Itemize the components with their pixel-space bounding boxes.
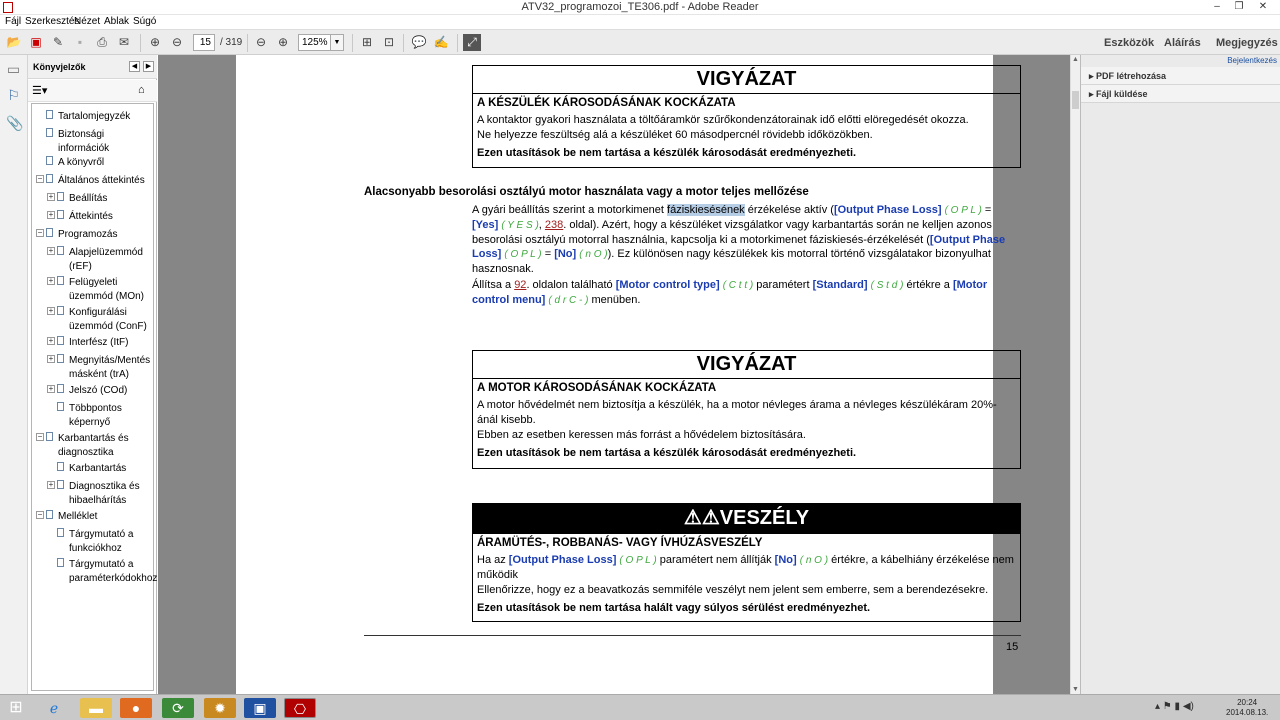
bookmark-label: Diagnosztika és hibaelhárítás <box>69 481 140 506</box>
navigation-strip <box>0 55 28 694</box>
bookmark-label: Megnyitás/Mentés másként (trA) <box>69 355 151 380</box>
bookmark-item[interactable] <box>48 210 152 224</box>
bookmark-label: Többpontos képernyő <box>69 403 122 428</box>
bookmark-icon <box>46 510 53 519</box>
caution-box-motor <box>472 350 1021 469</box>
bookmark-item[interactable] <box>69 528 152 555</box>
footer-rule <box>364 635 1021 636</box>
toolbar <box>0 29 1280 55</box>
bookmark-label: Alapjelüzemmód (rEF) <box>69 247 143 272</box>
bookmark-tree <box>31 103 158 691</box>
page-number: 15 <box>1006 641 1019 653</box>
page-total: / 319 <box>220 37 243 48</box>
caution-box-device <box>472 65 1021 168</box>
bookmark-label: Tárgymutató a paraméterkódokhoz <box>69 559 158 584</box>
expand-toggle-icon[interactable]: + <box>48 276 54 285</box>
bookmark-label: Jelszó (COd) <box>69 385 128 396</box>
menu-window[interactable]: Ablak <box>104 16 130 27</box>
danger-header <box>473 504 1020 534</box>
bookmark-label: Általános áttekintés <box>58 175 145 186</box>
create-pdf-section[interactable]: ▸ PDF létrehozása <box>1081 67 1280 85</box>
title-bar <box>0 0 1280 15</box>
close-icon[interactable]: ✕ <box>1258 1 1268 12</box>
bookmark-icon <box>57 354 64 363</box>
bookmark-label: Interfész (ItF) <box>69 337 129 348</box>
zoom-in-icon[interactable]: ⊕ <box>277 35 289 49</box>
zoom-input[interactable]: 125% <box>298 34 331 51</box>
bookmark-label: Felügyeleti üzemmód (MOn) <box>69 277 145 302</box>
expand-panel-icon[interactable]: ▶ <box>143 61 154 72</box>
menu-edit[interactable]: Szerkesztés <box>25 16 80 27</box>
caution-title: VIGYÁZAT <box>473 66 1020 94</box>
tab-tools[interactable]: Eszközök <box>1104 37 1155 49</box>
text-selection[interactable]: fáziskiesésének <box>667 204 745 216</box>
fullscreen-icon[interactable]: ⤢ <box>463 34 481 51</box>
bookmark-icon <box>57 306 64 315</box>
scrollbar-thumb[interactable] <box>1072 91 1079 109</box>
internet-explorer-icon[interactable]: ℯ <box>49 700 59 716</box>
bookmark-icon <box>57 384 64 393</box>
expand-toggle-icon[interactable]: + <box>48 192 54 201</box>
bookmarks-icon[interactable]: ⚐ <box>7 87 20 103</box>
bookmarks-title: Könyvjelzők <box>33 62 86 72</box>
bookmark-icon <box>57 276 64 285</box>
bookmark-label: Tárgymutató a funkciókhoz <box>69 529 134 554</box>
next-page-icon[interactable]: ⊖ <box>171 35 183 49</box>
bookmark-icon <box>57 558 64 567</box>
highlight-icon[interactable]: ✍ <box>433 35 449 49</box>
danger-line: Ha az [Output Phase Loss] ( O P L ) paramétert nem állítják [No] ( n O ) értékre, a kábelhiány érzékelése nem működik <box>477 554 1014 581</box>
expand-toggle-icon[interactable]: − <box>37 174 43 183</box>
bookmark-item[interactable] <box>69 402 152 429</box>
warning-icon: ⚠⚠ <box>683 507 720 529</box>
bookmark-item[interactable] <box>37 510 152 524</box>
tab-comment[interactable]: Megjegyzés <box>1216 37 1278 49</box>
bookmark-icon <box>57 528 64 537</box>
bookmark-item[interactable] <box>69 558 158 585</box>
danger-footer: Ezen utasítások be nem tartása halált vagy súlyos sérülést eredményezhet. <box>477 602 871 614</box>
edit-icon[interactable]: ✎ <box>52 35 64 49</box>
send-file-section[interactable]: ▸ Fájl küldése <box>1081 85 1280 103</box>
zoom-dropdown-icon[interactable]: ▼ <box>331 34 344 51</box>
save-app-icon[interactable]: ▣ <box>244 698 276 718</box>
bookmark-label: Programozás <box>58 229 118 240</box>
expand-toggle-icon[interactable]: + <box>48 210 54 219</box>
bookmark-item[interactable] <box>37 174 152 188</box>
document-viewport[interactable] <box>158 55 1070 694</box>
print-icon[interactable]: ⎙ <box>97 35 107 49</box>
bookmark-item[interactable] <box>48 354 152 381</box>
collapse-panel-icon[interactable]: ◀ <box>129 61 140 72</box>
bookmark-item[interactable] <box>48 276 152 303</box>
bookmark-item[interactable] <box>58 110 152 124</box>
comment-icon[interactable]: 💬 <box>411 35 427 49</box>
options-icon[interactable]: ☰▾ <box>32 85 48 97</box>
bookmark-icon <box>46 432 53 441</box>
caution-footer: Ezen utasítások be nem tartása a készülék károsodását eredményezheti. <box>477 447 857 459</box>
bookmark-item[interactable] <box>48 384 152 398</box>
app-orange-icon[interactable]: ✹ <box>204 698 236 718</box>
expand-toggle-icon[interactable]: + <box>48 384 54 393</box>
bookmark-label: Melléklet <box>58 511 98 522</box>
app-green-icon[interactable]: ⟳ <box>162 698 194 718</box>
create-pdf-icon[interactable]: ▣ <box>30 35 42 49</box>
bookmarks-header <box>28 55 157 79</box>
clock[interactable]: 20:24 2014.08.13. <box>1226 698 1269 717</box>
bookmark-icon <box>57 480 64 489</box>
email-icon[interactable]: ✉ <box>118 35 130 49</box>
tools-panel <box>1080 55 1280 694</box>
expand-toggle-icon[interactable]: + <box>48 246 54 255</box>
menu-bar <box>0 15 1280 29</box>
bookmark-icon <box>57 462 64 471</box>
fit-page-icon[interactable]: ⊞ <box>361 35 373 49</box>
expand-toggle-icon[interactable]: − <box>37 432 43 441</box>
danger-subtitle: ÁRAMÜTÉS-, ROBBANÁS- VAGY ÍVHÚZÁSVESZÉLY <box>477 537 763 549</box>
caution-line: A motor hővédelmét nem biztosítja a készülék, ha a motor névleges árama a névleges készülékáram 20%-ánál kisebb. <box>477 399 997 426</box>
bookmark-item[interactable] <box>48 336 152 350</box>
bookmark-item[interactable] <box>48 192 152 206</box>
windows-start-icon[interactable]: ⊞ <box>9 699 23 716</box>
minimize-icon[interactable]: ‒ <box>1214 1 1220 12</box>
bookmark-icon <box>57 210 64 219</box>
bookmarks-toolbar <box>28 80 157 102</box>
bookmark-label: Konfigurálási üzemmód (ConF) <box>69 307 147 332</box>
expand-toggle-icon[interactable]: − <box>37 510 43 519</box>
expand-toggle-icon[interactable]: − <box>37 228 43 237</box>
bookmark-item[interactable] <box>58 128 152 155</box>
fit-width-icon[interactable]: ⊡ <box>383 35 395 49</box>
caution-subtitle: A MOTOR KÁROSODÁSÁNAK KOCKÁZATA <box>477 382 717 394</box>
prev-page-icon[interactable]: ⊕ <box>149 35 161 49</box>
section-heading: Alacsonyabb besorolási osztályú motor használata vagy a motor teljes mellőzése <box>364 186 809 198</box>
caution-line: A kontaktor gyakori használata a töltőáramkör szűrőkondenzátorainak idő előtti elöregedését okozza. <box>477 114 969 126</box>
pdf-page <box>236 55 1019 694</box>
bookmark-label: Tartalomjegyzék <box>58 111 131 122</box>
page-number-input[interactable]: 15 <box>193 34 215 51</box>
bookmark-icon <box>57 192 64 201</box>
caution-title: VIGYÁZAT <box>473 351 1020 379</box>
menu-help[interactable]: Súgó <box>133 16 157 27</box>
page-link[interactable]: 238 <box>544 219 564 231</box>
bookmark-label: Biztonsági információk <box>58 129 110 154</box>
expand-toggle-icon[interactable]: + <box>48 480 54 489</box>
caution-line: Ebben az esetben keressen más forrást a hővédelem biztosítására. <box>477 429 806 441</box>
bookmark-icon <box>46 110 53 119</box>
bookmark-item[interactable] <box>37 228 152 242</box>
adobe-reader-taskbar-icon[interactable]: ⎔ <box>284 698 316 718</box>
tab-sign[interactable]: Aláírás <box>1164 37 1201 49</box>
menu-file[interactable]: Fájl <box>5 16 22 27</box>
caution-subtitle: A KÉSZÜLÉK KÁROSODÁSÁNAK KOCKÁZATA <box>477 97 736 109</box>
caution-footer: Ezen utasítások be nem tartása a készülék károsodását eredményezheti. <box>477 147 857 159</box>
restore-icon[interactable]: ❐ <box>1234 1 1244 12</box>
paragraph-phase-loss: A gyári beállítás szerint a motorkimenet fáziskiesésének érzékelése aktív ([Output Phase Loss] ( O P L ) = [Yes] ( Y E S ), 238. oldal). Azért, hogy a készüléket vizsgálatkor vagy karbantartás során ne kelljen azonos besorolási osztályú motorral használnia, kapcsolja ki a motorkimenet fáziskiesés-érzékelését ([Output Phase Loss] ( O P L ) = [No] ( n O )). Ez különösen nagy készülékek kis motorral történő vizsgálatakor bizonyulhat hasznosnak. <box>472 204 1006 275</box>
firefox-icon[interactable]: ● <box>120 698 152 718</box>
bookmark-item[interactable] <box>58 156 152 170</box>
bookmark-icon <box>57 246 64 255</box>
bookmark-icon <box>46 174 53 183</box>
taskbar <box>0 694 1280 720</box>
bookmark-label: Karbantartás és diagnosztika <box>58 433 129 458</box>
zoom-out-icon[interactable]: ⊖ <box>255 35 267 49</box>
caution-line: Ne helyezze feszültség alá a készüléket 60 másodpercnél rövidebb időközökben. <box>477 129 873 141</box>
bookmarks-panel <box>28 55 157 694</box>
signin-link[interactable]: Bejelentkezés <box>1227 56 1277 65</box>
window-title: ATV32_programozoi_TE306.pdf - Adobe Reader <box>521 1 759 13</box>
danger-box <box>472 503 1021 622</box>
vertical-scrollbar[interactable]: ▲ ▼ <box>1072 56 1079 693</box>
bookmark-item[interactable] <box>69 462 152 476</box>
bookmark-item[interactable] <box>48 480 152 507</box>
bookmark-icon <box>46 128 53 137</box>
bookmark-label: Beállítás <box>69 193 108 204</box>
tray-icons[interactable]: ▴ ⚑ ▮ ◀) <box>1155 701 1194 712</box>
save-icon[interactable]: ▪ <box>77 35 83 49</box>
bookmark-icon <box>57 402 64 411</box>
paragraph-motor-control: Állítsa a 92. oldalon található [Motor control type] ( C t t ) paramétert [Standard] ( S t d ) értékre a [Motor control menu] ( d r C - ) menüben. <box>472 279 988 306</box>
danger-line: Ellenőrizze, hogy ez a beavatkozás semmiféle veszélyt nem jelent sem emberre, sem a berendezésekre. <box>477 584 989 596</box>
bookmark-item[interactable] <box>37 432 152 459</box>
new-bookmark-icon[interactable]: ⌂ <box>138 84 145 96</box>
bookmark-icon <box>46 228 53 237</box>
bookmark-item[interactable] <box>48 246 152 273</box>
expand-toggle-icon[interactable]: + <box>48 306 54 315</box>
bookmark-icon <box>57 336 64 345</box>
bookmark-label: A könyvről <box>58 157 105 168</box>
menu-view[interactable]: Nézet <box>74 16 101 27</box>
page-thumbnails-icon[interactable]: ▭ <box>6 61 21 77</box>
bookmark-item[interactable] <box>48 306 152 333</box>
attachments-icon[interactable]: 📎 <box>6 115 24 131</box>
expand-toggle-icon[interactable]: + <box>48 354 54 363</box>
bookmark-icon <box>46 156 53 165</box>
page-link[interactable]: 92 <box>514 279 527 291</box>
danger-title: VESZÉLY <box>719 507 810 529</box>
file-explorer-icon[interactable]: ▬ <box>80 698 112 718</box>
bookmark-label: Karbantartás <box>69 463 127 474</box>
bookmark-label: Áttekintés <box>69 211 113 222</box>
open-icon[interactable]: 📂 <box>6 35 22 49</box>
expand-toggle-icon[interactable]: + <box>48 336 54 345</box>
